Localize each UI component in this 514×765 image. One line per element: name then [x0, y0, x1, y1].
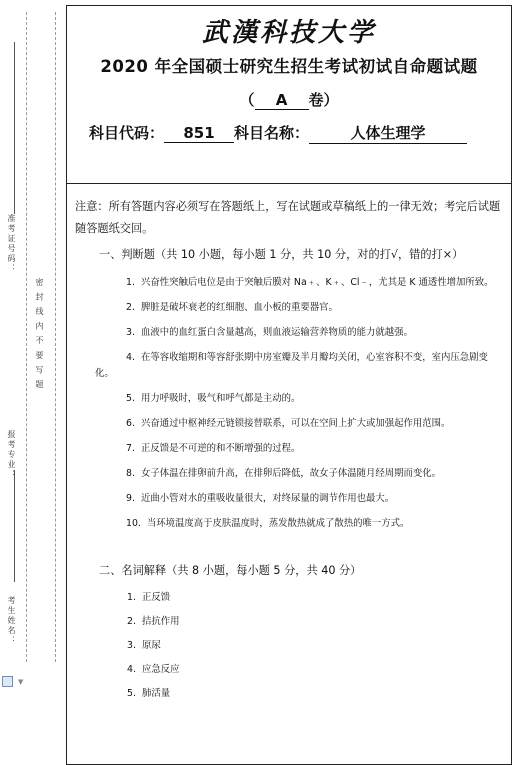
exam-paper — [66, 5, 512, 765]
question-number: 10. — [126, 518, 141, 529]
subject-name-label: 科目名称： — [234, 124, 310, 142]
term-text: 原尿 — [141, 640, 161, 651]
term-item — [127, 686, 503, 702]
question-number: 1. — [126, 277, 135, 288]
term-text: 应急反应 — [141, 664, 180, 675]
term-number: 3. — [127, 640, 136, 651]
paper-body — [67, 184, 511, 702]
subject-row — [89, 122, 467, 144]
term-number: 2. — [127, 616, 136, 627]
question-text: 近曲小管对水的重吸收量很大，对终尿量的调节作用也最大。 — [140, 493, 395, 504]
binding-margin — [0, 0, 62, 761]
question-text: 脾脏是破坏衰老的红细胞、血小板的重要器官。 — [140, 302, 338, 313]
question-text: 兴奋性突触后电位是由于突触后膜对 Na﹢、K﹢、Cl﹣，尤其是 K 通透性增加所致。 — [140, 277, 494, 288]
section2-term-list — [75, 590, 503, 702]
question-text: 女子体温在排卵前升高，在排卵后降低，故女子体温随月经周期而变化。 — [140, 468, 441, 479]
judgement-question — [75, 275, 503, 291]
question-text: 血液中的血红蛋白含量越高，则血液运输营养物质的能力就越强。 — [140, 327, 413, 338]
question-text: 用力呼吸时，吸气和呼气都是主动的。 — [140, 393, 301, 404]
term-number: 4. — [127, 664, 136, 675]
question-number: 6. — [126, 418, 135, 429]
term-item — [127, 662, 503, 678]
paper-type-open: （ — [239, 91, 255, 109]
university-logo-text: 武漢科技大学 — [201, 18, 376, 48]
judgement-question — [75, 516, 503, 532]
notice-text: 注意：所有答题内容必须写在答题纸上，写在试题或草稿纸上的一律无效；考完后试题随答题纸交回。 — [75, 200, 501, 235]
question-number: 3. — [126, 327, 135, 338]
name-label: 考生姓名： — [7, 596, 16, 646]
paper-type — [67, 89, 511, 110]
question-text: 在等容收缩期和等容舒张期中房室瓣及半月瓣均关闭，心室容积不变，室内压急剧变化。 — [95, 352, 488, 379]
paper-type-close: 卷） — [308, 91, 339, 109]
question-number: 7. — [126, 443, 135, 454]
judgement-question — [75, 325, 503, 341]
judgement-question — [75, 416, 503, 432]
judgement-question — [75, 391, 503, 407]
question-number: 4. — [126, 352, 135, 363]
major-field — [14, 470, 15, 582]
section1-question-list — [75, 275, 503, 532]
judgement-question — [75, 300, 503, 316]
term-text: 拮抗作用 — [141, 616, 180, 627]
question-text: 正反馈是不可逆的和不断增强的过程。 — [140, 443, 301, 454]
term-text: 肺活量 — [141, 688, 171, 699]
judgement-question — [75, 466, 503, 482]
question-text: 兴奋通过中枢神经元链锁接替联系，可以在空间上扩大或加强起作用范围。 — [140, 418, 451, 429]
term-text: 正反馈 — [141, 592, 171, 603]
question-number: 9. — [126, 493, 135, 504]
no-answer-notice: 密 封 线 内 不 要 写 题 — [35, 278, 44, 390]
question-number: 5. — [126, 393, 135, 404]
question-number: 2. — [126, 302, 135, 313]
judgement-question — [75, 441, 503, 457]
term-item — [127, 614, 503, 630]
chevron-down-icon: ▼ — [18, 678, 24, 686]
term-number: 5. — [127, 688, 136, 699]
exam-number-label: 准考证号码： — [7, 214, 16, 274]
term-item — [127, 638, 503, 654]
question-text: 当环境温度高于皮肤温度时，蒸发散热就成了散热的唯一方式。 — [146, 518, 410, 529]
paper-header — [67, 6, 511, 184]
major-label: 报考专业： — [7, 430, 16, 480]
section2-title: 二、名词解释（共 8 小题，每小题 5 分，共 40 分） — [99, 564, 362, 577]
exam-number-field — [14, 42, 15, 214]
judgement-question — [75, 350, 503, 382]
paper-type-value: A — [255, 91, 309, 110]
subject-code-label: 科目代码： — [89, 124, 165, 142]
section1-title: 一、判断题（共 10 小题，每小题 1 分，共 10 分，对的打√，错的打×） — [99, 248, 464, 261]
subject-code: 851 — [164, 124, 234, 143]
page-marker-icon — [2, 676, 13, 687]
term-item — [127, 590, 503, 606]
judgement-question — [75, 491, 503, 507]
term-number: 1. — [127, 592, 136, 603]
exam-title: 2020 年全国硕士研究生招生考试初试自命题试题 — [100, 57, 478, 76]
question-number: 8. — [126, 468, 135, 479]
subject-name: 人体生理学 — [309, 122, 467, 144]
